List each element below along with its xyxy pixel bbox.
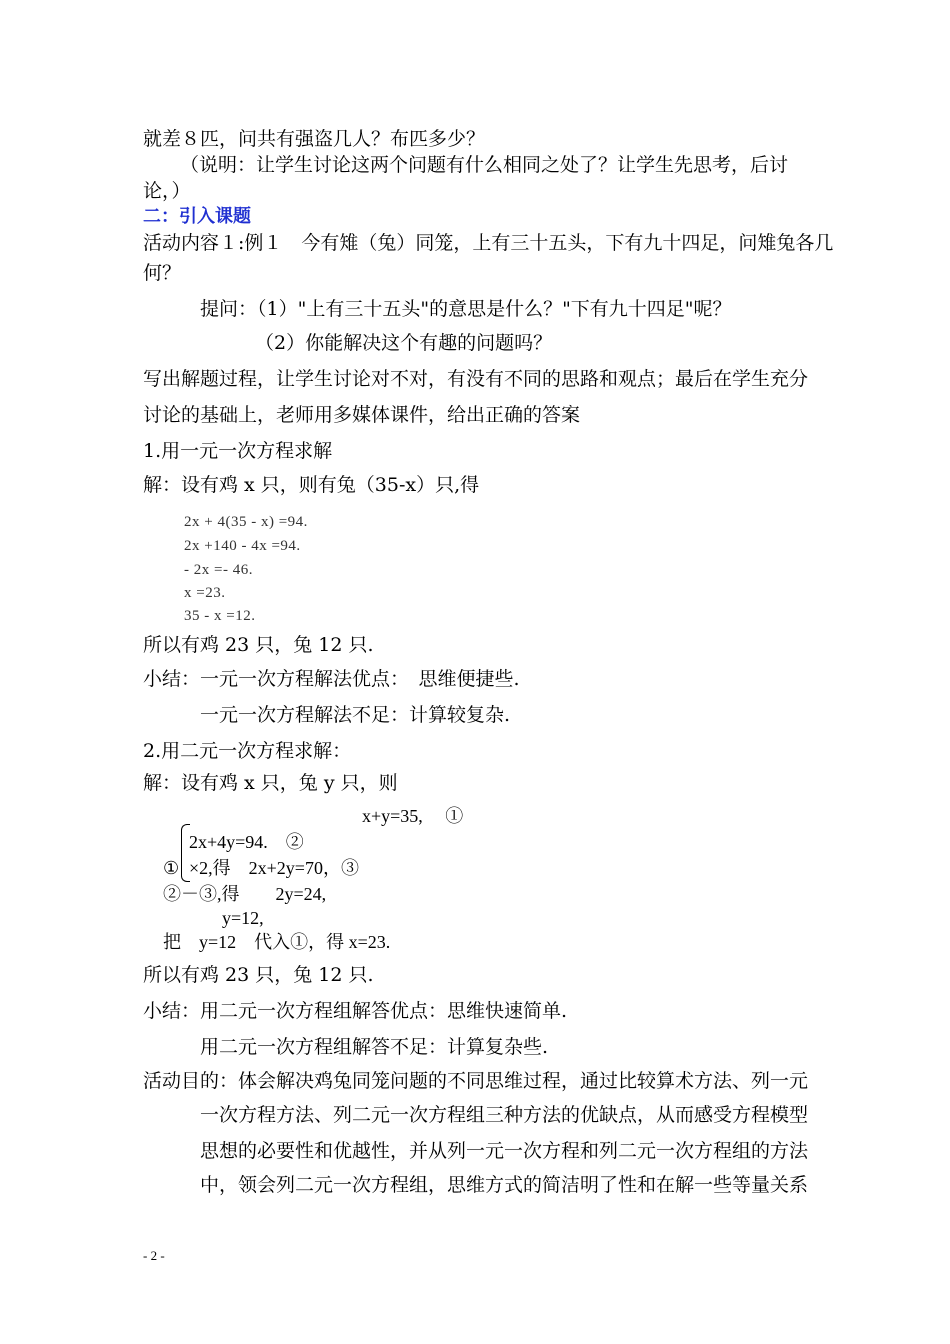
text-line: 何？ <box>143 262 182 284</box>
page-number: - 2 - <box>143 1248 165 1263</box>
equation-line: - 2x =- 46. <box>184 562 253 578</box>
text-line: 写出解题过程，让学生讨论对不对，有没有不同的思路和观点；最后在学生充分 <box>143 368 809 390</box>
text-line: 小结：一元一次方程解法优点： 思维便捷些. <box>143 668 520 690</box>
text-line: 活动目的：体会解决鸡兔同笼问题的不同思维过程，通过比较算术方法、列一元 <box>143 1070 809 1092</box>
question-line: 提问：（1）"上有三十五头"的意思是什么？"下有九十四足"呢？ <box>200 298 732 320</box>
text-line: 解：设有鸡 x 只，兔 y 只，则 <box>143 772 398 794</box>
text-line: 就差８匹，问共有强盗几人？布匹多少？ <box>143 128 486 150</box>
text-line: 讨论的基础上，老师用多媒体课件，给出正确的答案 <box>143 404 581 426</box>
system-line: ②－③,得 2y=24, <box>163 884 327 904</box>
text-line: 小结：用二元一次方程组解答优点：思维快速简单. <box>143 1000 568 1022</box>
equation-line: 2x +140 - 4x =94. <box>184 538 301 554</box>
equation-line: x =23. <box>184 585 226 601</box>
system-line: 2x+4y=94. ② <box>189 832 304 852</box>
text-line: 中，领会列二元一次方程组，思维方式的简洁明了性和在解一些等量关系 <box>200 1174 809 1196</box>
text-line: 一元一次方程解法不足：计算较复杂. <box>200 704 511 726</box>
section-heading: 二：引入课题 <box>143 206 251 227</box>
system-line: x+y=35, ① <box>362 806 464 826</box>
text-line: 一次方程方法、列二元一次方程组三种方法的优缺点，从而感受方程模型 <box>200 1104 809 1126</box>
text-line: 2.用二元一次方程求解： <box>143 740 352 762</box>
text-line: 论，） <box>143 180 191 202</box>
text-line: 1.用一元一次方程求解 <box>143 440 333 462</box>
text-line: 用二元一次方程组解答不足：计算复杂些. <box>200 1036 549 1058</box>
system-line: ×2,得 2x+2y=70，③ <box>189 858 359 878</box>
text-line: 所以有鸡 23 只，兔 12 只. <box>143 964 374 986</box>
text-line: 解：设有鸡 x 只，则有兔（35-x）只,得 <box>143 474 480 496</box>
question-line: （2）你能解决这个有趣的问题吗？ <box>255 332 553 354</box>
equation-line: 2x + 4(35 - x) =94. <box>184 514 308 530</box>
system-line: 把 y=12 代入①，得 x=23. <box>163 932 391 952</box>
text-line: 活动内容１:例１ 今有雉（兔）同笼，上有三十五头，下有九十四足，问雉兔各几 <box>143 232 834 254</box>
system-line: ① <box>163 858 180 878</box>
equation-line: 35 - x =12. <box>184 608 256 624</box>
text-line: 所以有鸡 23 只，兔 12 只. <box>143 634 374 656</box>
text-line: 思想的必要性和优越性，并从列一元一次方程和列二元一次方程组的方法 <box>200 1140 809 1162</box>
text-line: （说明：让学生讨论这两个问题有什么相同之处了？让学生先思考，后讨 <box>180 154 789 176</box>
system-line: y=12, <box>222 908 264 928</box>
